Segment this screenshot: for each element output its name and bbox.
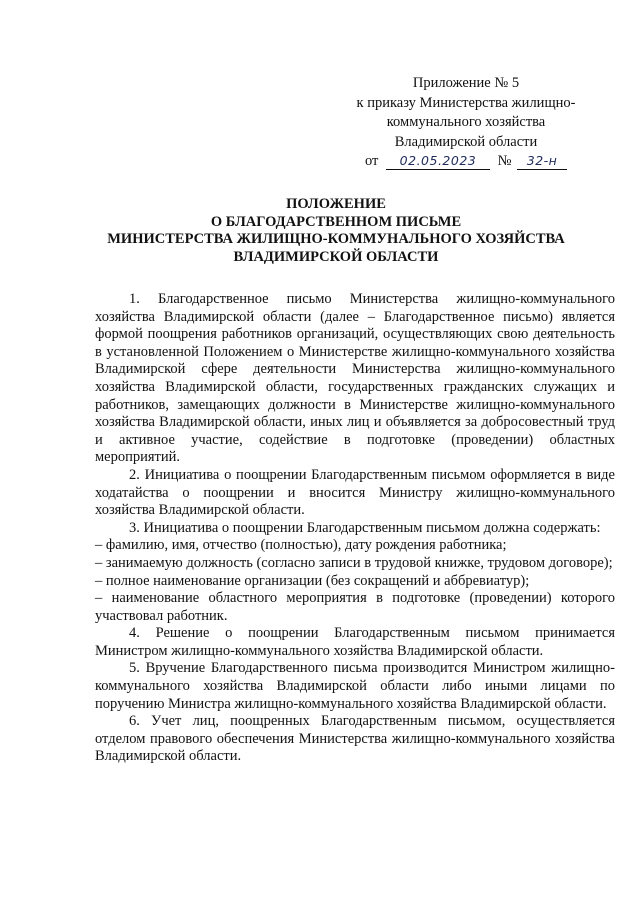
appendix-order-ref: к приказу Министерства жилищно-	[356, 94, 576, 111]
title-line-1: ПОЛОЖЕНИЕ	[286, 196, 386, 212]
paragraph-4: 4. Решение о поощрении Благодарственным письмом принимается Министром жилищно-коммунального хозяйства Владимирской области.	[95, 625, 615, 659]
appendix-ministry: коммунального хозяйства	[386, 114, 546, 130]
paragraph-6: 6. Учет лиц, поощренных Благодарственным письмом, осуществляется отделом правового обеспечения Министерства жилищно-коммунального хозяйства Владимирской области.	[95, 713, 615, 765]
paragraph-2: 2. Инициатива о поощрении Благодарственным письмом оформляется в виде ходатайства о поощрении и вносится Министру жилищно-коммунального хозяйства Владимирской области.	[95, 466, 615, 519]
title-line-4: ВЛАДИМИРСКОЙ ОБЛАСТИ	[233, 248, 439, 265]
paragraph-1: 1. Благодарственное письмо Министерства жилищно-коммунального хозяйства Владимирской области (далее – Благодарственное письмо) является формой поощрения работников организаций, осуществляющих свою деятельность в установленной Положением о Министерстве жилищно-коммунального хозяйства Владимирской сфере деятельности Министерства жилищно-коммунального хозяйства Владимирской области, государственных гражданских служащих и работников, замещающих должности в Министерстве жилищно-коммунального хозяйства Владимирской области, иных лиц и объявляется за добросовестный труд и активное участие, содействие в подготовке (проведении) областных мероприятий.	[95, 291, 615, 466]
title-line-2: О БЛАГОДАРСТВЕННОМ ПИСЬМЕ	[210, 213, 462, 230]
document-body	[95, 291, 615, 766]
list-item-organization: – полное наименование организации (без сокращений и аббревиатур);	[95, 572, 530, 589]
handwritten-date: 02.05.2023	[386, 153, 490, 170]
list-item-full-name: – фамилию, имя, отчество (полностью), дату рождения работника;	[95, 537, 507, 554]
order-date-number	[330, 152, 602, 172]
document-title	[60, 196, 612, 266]
list-item-event: – наименование областного мероприятия в подготовке (проведении) которого участвовал работник.	[95, 590, 615, 624]
date-prefix: от	[364, 153, 379, 169]
appendix-number: Приложение № 5	[412, 75, 520, 91]
paragraph-5: 5. Вручение Благодарственного письма производится Министром жилищно-коммунального хозяйства Владимирской области либо иными лицами по поручению Министра жилищно-коммунального хозяйства Владимирской области.	[95, 660, 615, 712]
paragraph-3: 3. Инициатива о поощрении Благодарственным письмом должна содержать:	[129, 519, 601, 536]
title-line-3: МИНИСТЕРСТВА ЖИЛИЩНО-КОММУНАЛЬНОГО ХОЗЯЙСТВА	[107, 231, 565, 247]
appendix-region: Владимирской области	[394, 133, 538, 150]
handwritten-number: 32-н	[517, 153, 567, 170]
list-item-position: – занимаемую должность (согласно записи в трудовой книжке, трудовом договоре);	[95, 554, 613, 571]
number-prefix: №	[497, 153, 512, 169]
appendix-block	[330, 74, 602, 172]
